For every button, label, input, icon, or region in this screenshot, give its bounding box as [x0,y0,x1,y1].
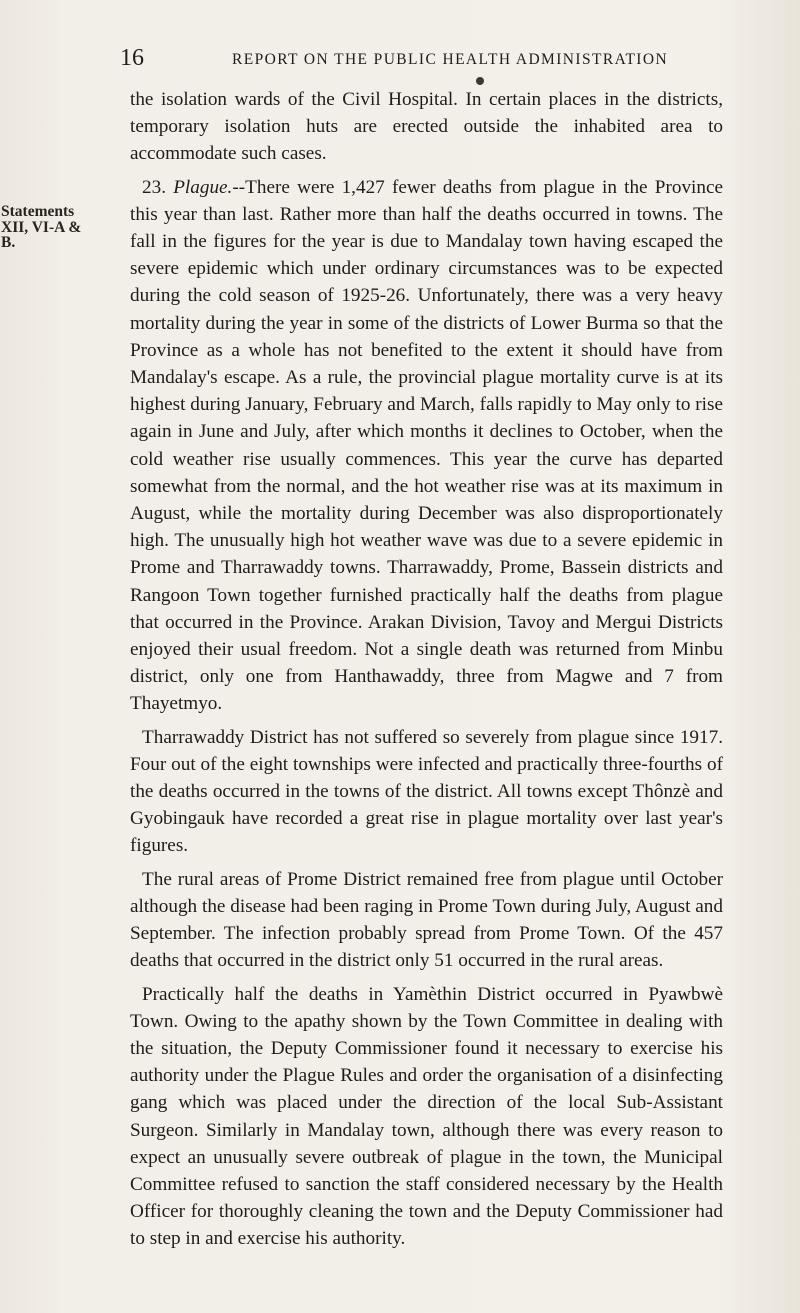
paragraph-continuation: the isolation wards of the Civil Hospital. In certain places in the districts, temporary isolation huts are erected outside the inhabited area to accommodate such cases. [130,89,723,165]
section-dash: -- [232,176,246,198]
paragraph-tharrawaddy: Tharrawaddy District has not suffered so severely from plague since 1917. Four out of the eight townships were infected and practically three-fourths of the deaths occurred in the towns of the district. All towns except Thônzè and Gyobingauk have recorded a great rise in plague mortality over last year's figures. [130,726,723,857]
paragraph-yamethin: Practically half the deaths in Yamèthin District occurred in Pyawbwè Town. Owing to the apathy shown by the Town Committee in dealing with the situation, the Deputy Commissioner found it necessary to exercise his authority under the Plague Rules and order the organisation of a disinfecting gang which was placed under the direction of the local Sub-Assistant Surgeon. Similarly in Mandalay town, although there was every reason to expect an unusually severe outbreak of plague in the town, the Municipal Committee refused to sanction the staff considered necessary by the Health Officer for thoroughly cleaning the town and the Deputy Commissioner had to step in and exercise his authority. [130,983,723,1250]
section-number: 23. [142,176,166,198]
margin-note-line: XII, VI-A & [1,218,82,236]
ink-dot [476,77,484,85]
paragraph-text: There were 1,427 fewer deaths from plague in the Province this year than last. Rather more than half the deaths occurred in towns. The fall in the figures for the year is due to Mandalay town having escaped the severe epidemic which under ordinary circumstances was to be expected during the cold season of 1925-26. Unfortunately, there was a very heavy mortality during the year in some of the districts of Lower Burma so that the Province as a whole has not benefited to the extent it should have from Mandalay's escape. As a rule, the provincial plague mortality curve is at its highest during January, February and March, falls rapidly to May only to rise again in June and July, after which months it declines to October, when the cold weather rise usually commences. This year the curve has departed somewhat from the normal, and the hot weather rise was at its maximum in August, while the mortality during December was also disproportionately high. The unusually high hot weather wave was due to a severe epidemic in Prome and Tharrawaddy towns. Tharrawaddy, Prome, Bassein districts and Rangoon Town together furnished practically half the deaths from plague that occurred in the Province. Arakan Division, Tavoy and Mergui Districts enjoyed their usual freedom. Not a single death was returned from Minbu district, only one from Hanthawaddy, three from Magwe and 7 from Thayetmyo. [130,176,723,715]
paragraph-prome: The rural areas of Prome District remained free from plague until October although the disease had been raging in Prome Town during July, August and September. The infection probably spread from Prome Town. Of the 457 deaths that occurred in the district only 51 occurred in the rural areas. [130,868,723,972]
margin-note-line: Statements [1,203,75,220]
section-title: Plague. [173,176,233,198]
page-header [120,45,740,73]
margin-note [1,204,96,251]
body-text [130,86,723,1253]
page-number: 16 [120,45,144,71]
running-head: REPORT ON THE PUBLIC HEALTH ADMINISTRATION [232,51,669,68]
margin-note-line: B. [1,234,16,251]
paragraph-plague [130,174,723,718]
